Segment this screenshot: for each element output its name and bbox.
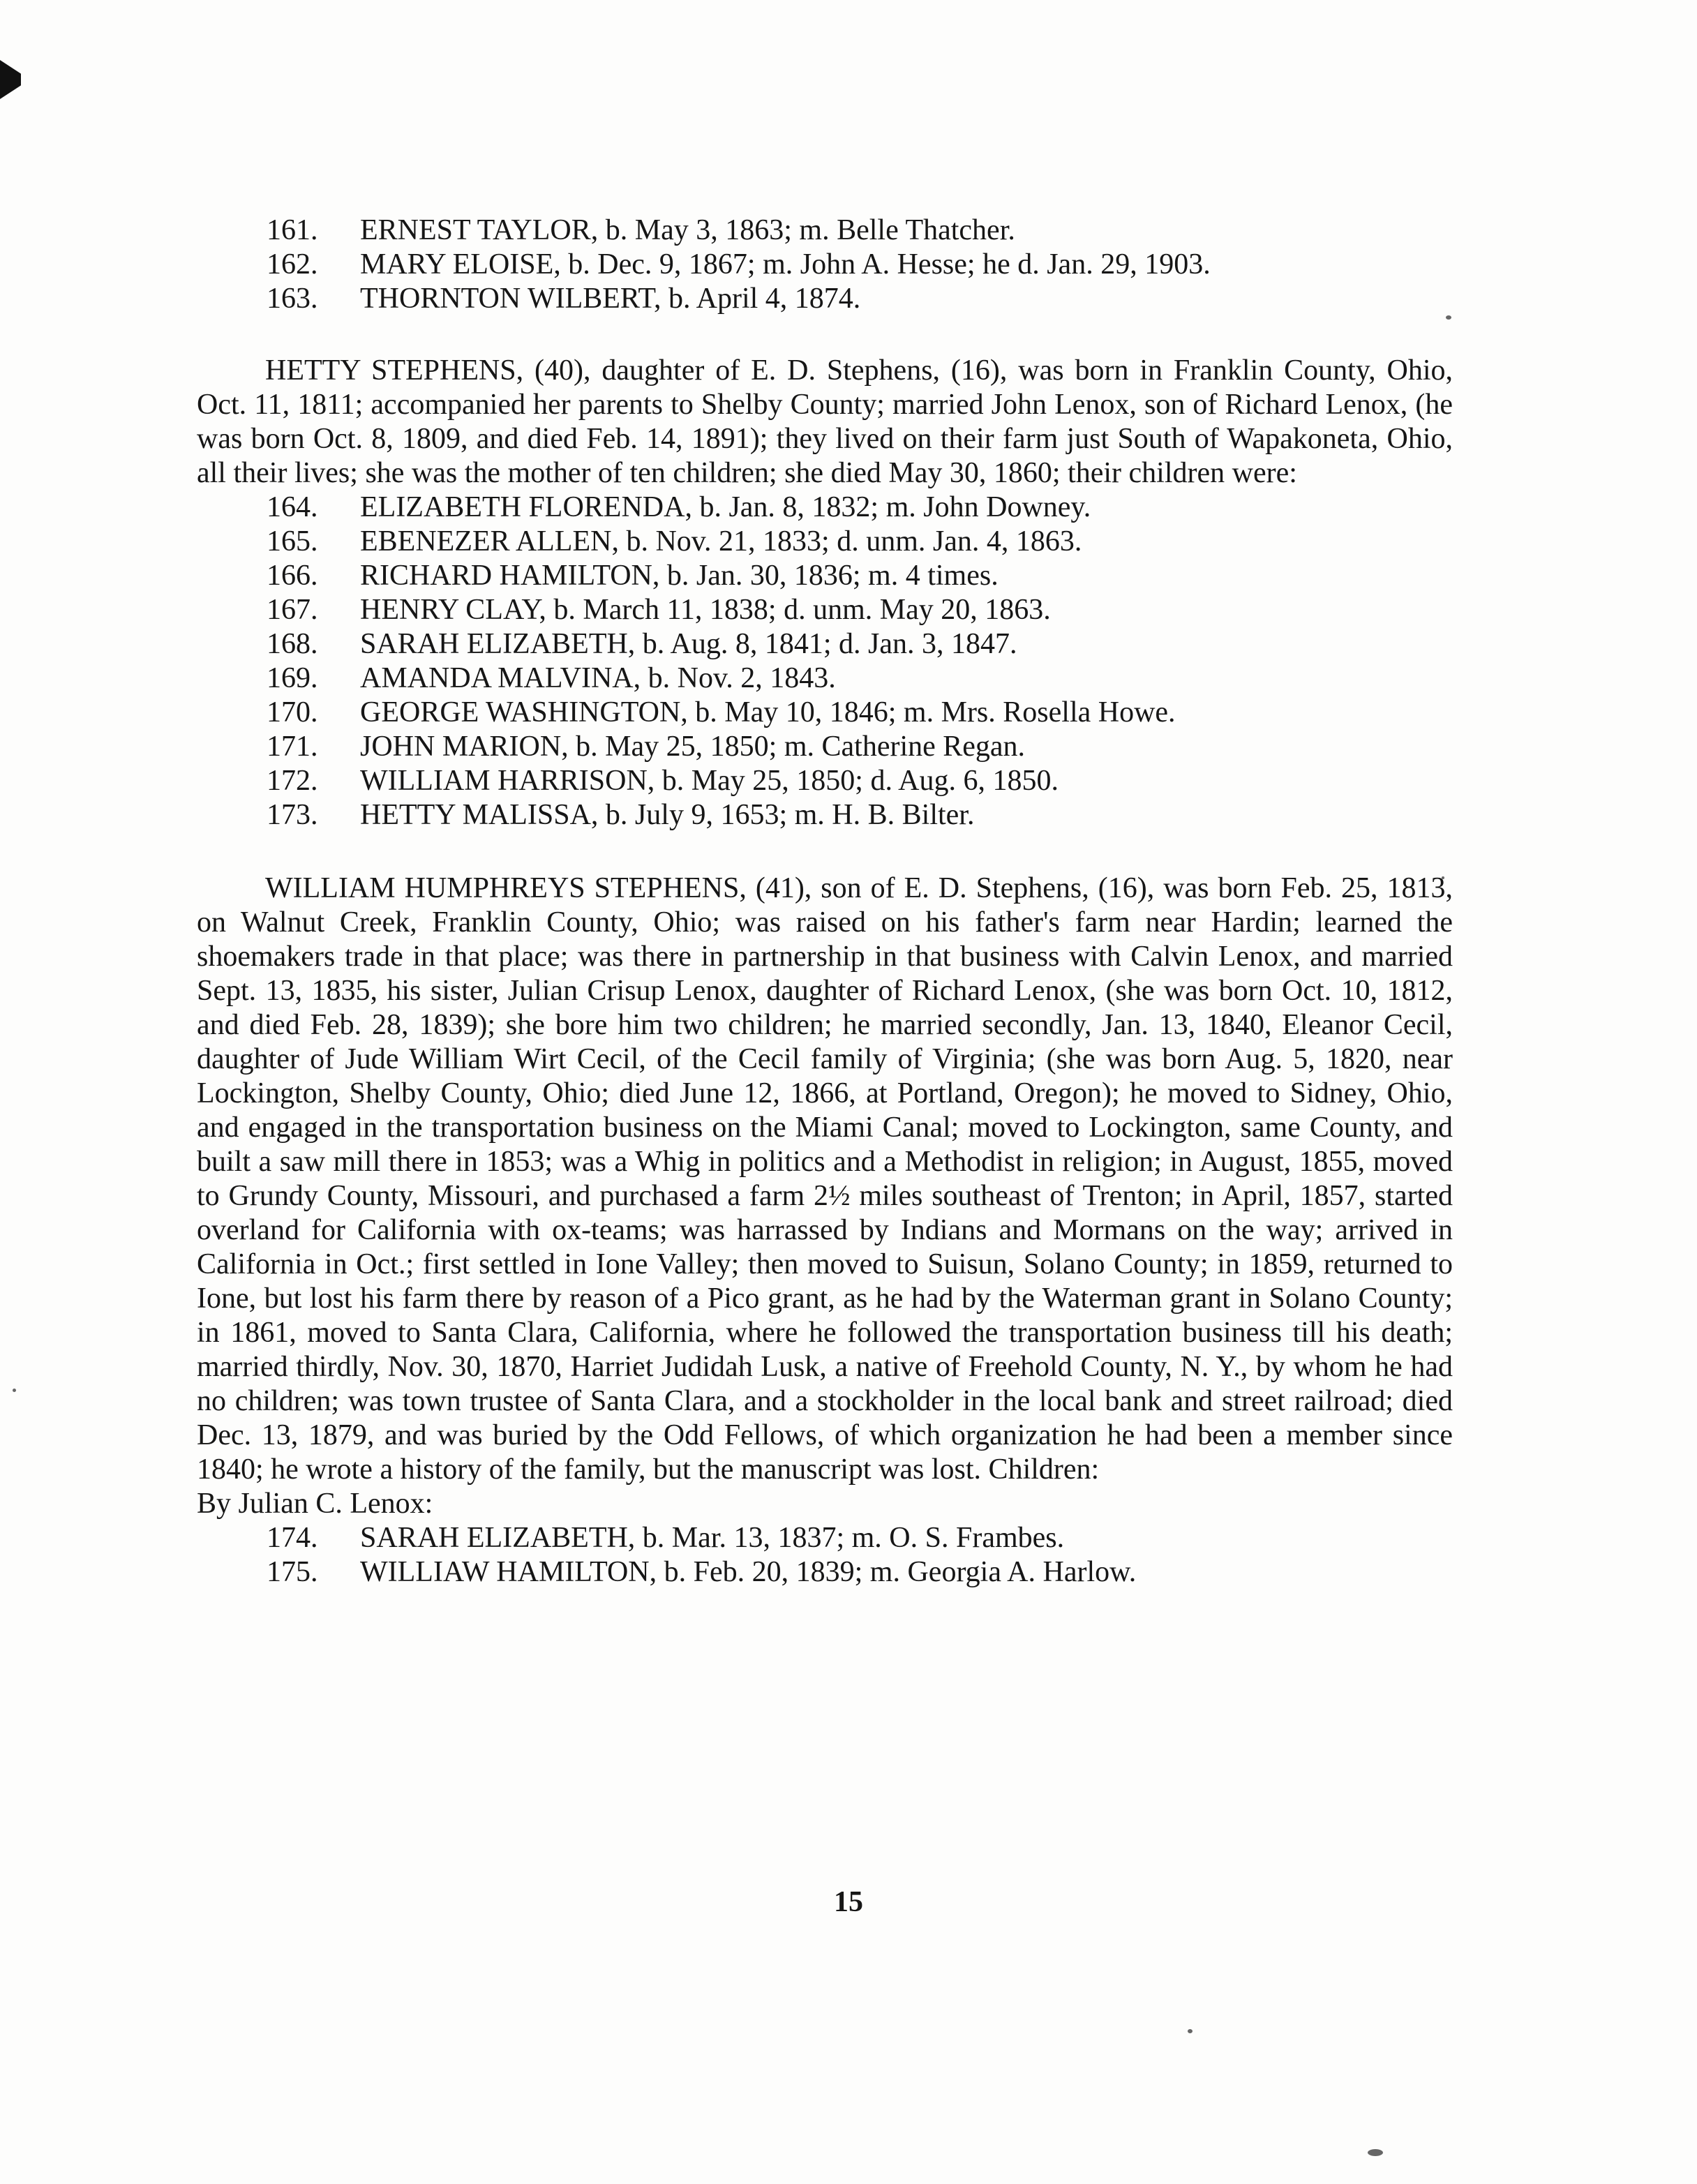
- entry-text: SARAH ELIZABETH, b. Mar. 13, 1837; m. O. S. Frambes.: [360, 1522, 1065, 1554]
- entry-text: EBENEZER ALLEN, b. Nov. 21, 1833; d. unm. Jan. 4, 1863.: [360, 525, 1082, 558]
- entry-number: 165.: [267, 525, 318, 558]
- scan-speck: [1368, 2149, 1383, 2156]
- list-item: [197, 248, 1453, 282]
- entry-text: GEORGE WASHINGTON, b. May 10, 1846; m. Mrs. Rosella Howe.: [360, 696, 1176, 728]
- entry-number: 164.: [267, 491, 318, 523]
- entry-number: 174.: [267, 1522, 318, 1554]
- scan-speck: [13, 1389, 16, 1392]
- entry-number: 167.: [267, 594, 318, 626]
- top-list: [197, 214, 1453, 316]
- list-item: [197, 593, 1453, 627]
- sub-heading: By Julian C. Lenox:: [197, 1488, 433, 1520]
- list-item: [197, 1555, 1453, 1590]
- list-item: [197, 730, 1453, 764]
- entry-number: 175.: [267, 1556, 318, 1588]
- list-item: [197, 214, 1453, 248]
- entry-number: 162.: [267, 248, 318, 281]
- list-item: [197, 282, 1453, 316]
- entry-text: HETTY MALISSA, b. July 9, 1653; m. H. B. Bilter.: [360, 799, 975, 831]
- hetty-children-list: [197, 491, 1453, 832]
- entry-text: MARY ELOISE, b. Dec. 9, 1867; m. John A. Hesse; he d. Jan. 29, 1903.: [360, 248, 1211, 281]
- entry-text: SARAH ELIZABETH, b. Aug. 8, 1841; d. Jan. 3, 1847.: [360, 628, 1017, 660]
- entry-number: 173.: [267, 799, 318, 831]
- entry-text: AMANDA MALVINA, b. Nov. 2, 1843.: [360, 662, 836, 694]
- hetty-stephens-paragraph: HETTY STEPHENS, (40), daughter of E. D. Stephens, (16), was born in Franklin County, Ohio, Oct. 11, 1811; accompanied her parents to Shelby County; married John Lenox, son of Richard Lenox, (he was born Oct. 8, 1809, and died Feb. 14, 1891); they lived on their farm just South of Wapakoneta, Ohio, all their lives; she was the mother of ten children; she died May 30, 1860; their children were:: [197, 354, 1453, 489]
- list-item: [197, 661, 1453, 696]
- entry-number: 172.: [267, 765, 318, 797]
- entry-text: ERNEST TAYLOR, b. May 3, 1863; m. Belle Thatcher.: [360, 214, 1015, 246]
- entry-text: WILLIAW HAMILTON, b. Feb. 20, 1839; m. Georgia A. Harlow.: [360, 1556, 1137, 1588]
- list-item: [197, 491, 1453, 525]
- entry-text: ELIZABETH FLORENDA, b. Jan. 8, 1832; m. John Downey.: [360, 491, 1091, 523]
- list-item: [197, 559, 1453, 593]
- entry-number: 169.: [267, 662, 318, 694]
- scan-edge-mark: [0, 60, 21, 99]
- entry-text: THORNTON WILBERT, b. April 4, 1874.: [360, 283, 861, 315]
- list-item: [197, 798, 1453, 832]
- scan-speck: [1188, 2029, 1193, 2033]
- list-item: [197, 525, 1453, 559]
- list-item: [197, 764, 1453, 798]
- entry-number: 166.: [267, 560, 318, 592]
- entry-number: 170.: [267, 696, 318, 728]
- entry-number: 161.: [267, 214, 318, 246]
- entry-number: 168.: [267, 628, 318, 660]
- list-item: [197, 1521, 1453, 1555]
- entry-number: 163.: [267, 283, 318, 315]
- william-children-list: [197, 1521, 1453, 1590]
- list-item: [197, 627, 1453, 661]
- list-item: [197, 696, 1453, 730]
- page-number: 15: [834, 1886, 863, 1918]
- entry-text: WILLIAM HARRISON, b. May 25, 1850; d. Aug. 6, 1850.: [360, 765, 1059, 797]
- page-content: [197, 214, 1453, 1590]
- entry-text: JOHN MARION, b. May 25, 1850; m. Catherine Regan.: [360, 731, 1026, 763]
- entry-text: HENRY CLAY, b. March 11, 1838; d. unm. May 20, 1863.: [360, 594, 1051, 626]
- entry-number: 171.: [267, 731, 318, 763]
- entry-text: RICHARD HAMILTON, b. Jan. 30, 1836; m. 4 times.: [360, 560, 999, 592]
- william-stephens-paragraph: WILLIAM HUMPHREYS STEPHENS, (41), son of E. D. Stephens, (16), was born Feb. 25, 1813, on Walnut Creek, Franklin County, Ohio; was raised on his father's farm near Hardin; learned the shoemakers trade in that place; was there in partnership in that business with Calvin Lenox, and married Sept. 13, 1835, his sister, Julian Crisup Lenox, daughter of Richard Lenox, (she was born Oct. 10, 1812, and died Feb. 28, 1839); she bore him two children; he married secondly, Jan. 13, 1840, Eleanor Cecil, daughter of Jude William Wirt Cecil, of the Cecil family of Virginia; (she was born Aug. 5, 1820, near Lockington, Shelby County, Ohio; died June 12, 1866, at Portland, Oregon); he moved to Sidney, Ohio, and engaged in the transportation business on the Miami Canal; moved to Lockington, same County, and built a saw mill there in 1853; was a Whig in politics and a Methodist in religion; in August, 1855, moved to Grundy County, Missouri, and purchased a farm 2½ miles southeast of Trenton; in April, 1857, started overland for California with ox-teams; was harrassed by Indians and Mormans on the way; arrived in California in Oct.; first settled in Ione Valley; then moved to Suisun, Solano County; in 1859, returned to Ione, but lost his farm there by reason of a Pico grant, as he had by the Waterman grant in Solano County; in 1861, moved to Santa Clara, California, where he followed the transportation business till his death; married thirdly, Nov. 30, 1870, Harriet Judidah Lusk, a native of Freehold County, N. Y., by whom he had no children; was town trustee of Santa Clara, and a stockholder in the local bank and street railroad; died Dec. 13, 1879, and was buried by the Odd Fellows, of which organization he had been a member since 1840; he wrote a history of the family, but the manuscript was lost. Children:: [197, 872, 1453, 1486]
